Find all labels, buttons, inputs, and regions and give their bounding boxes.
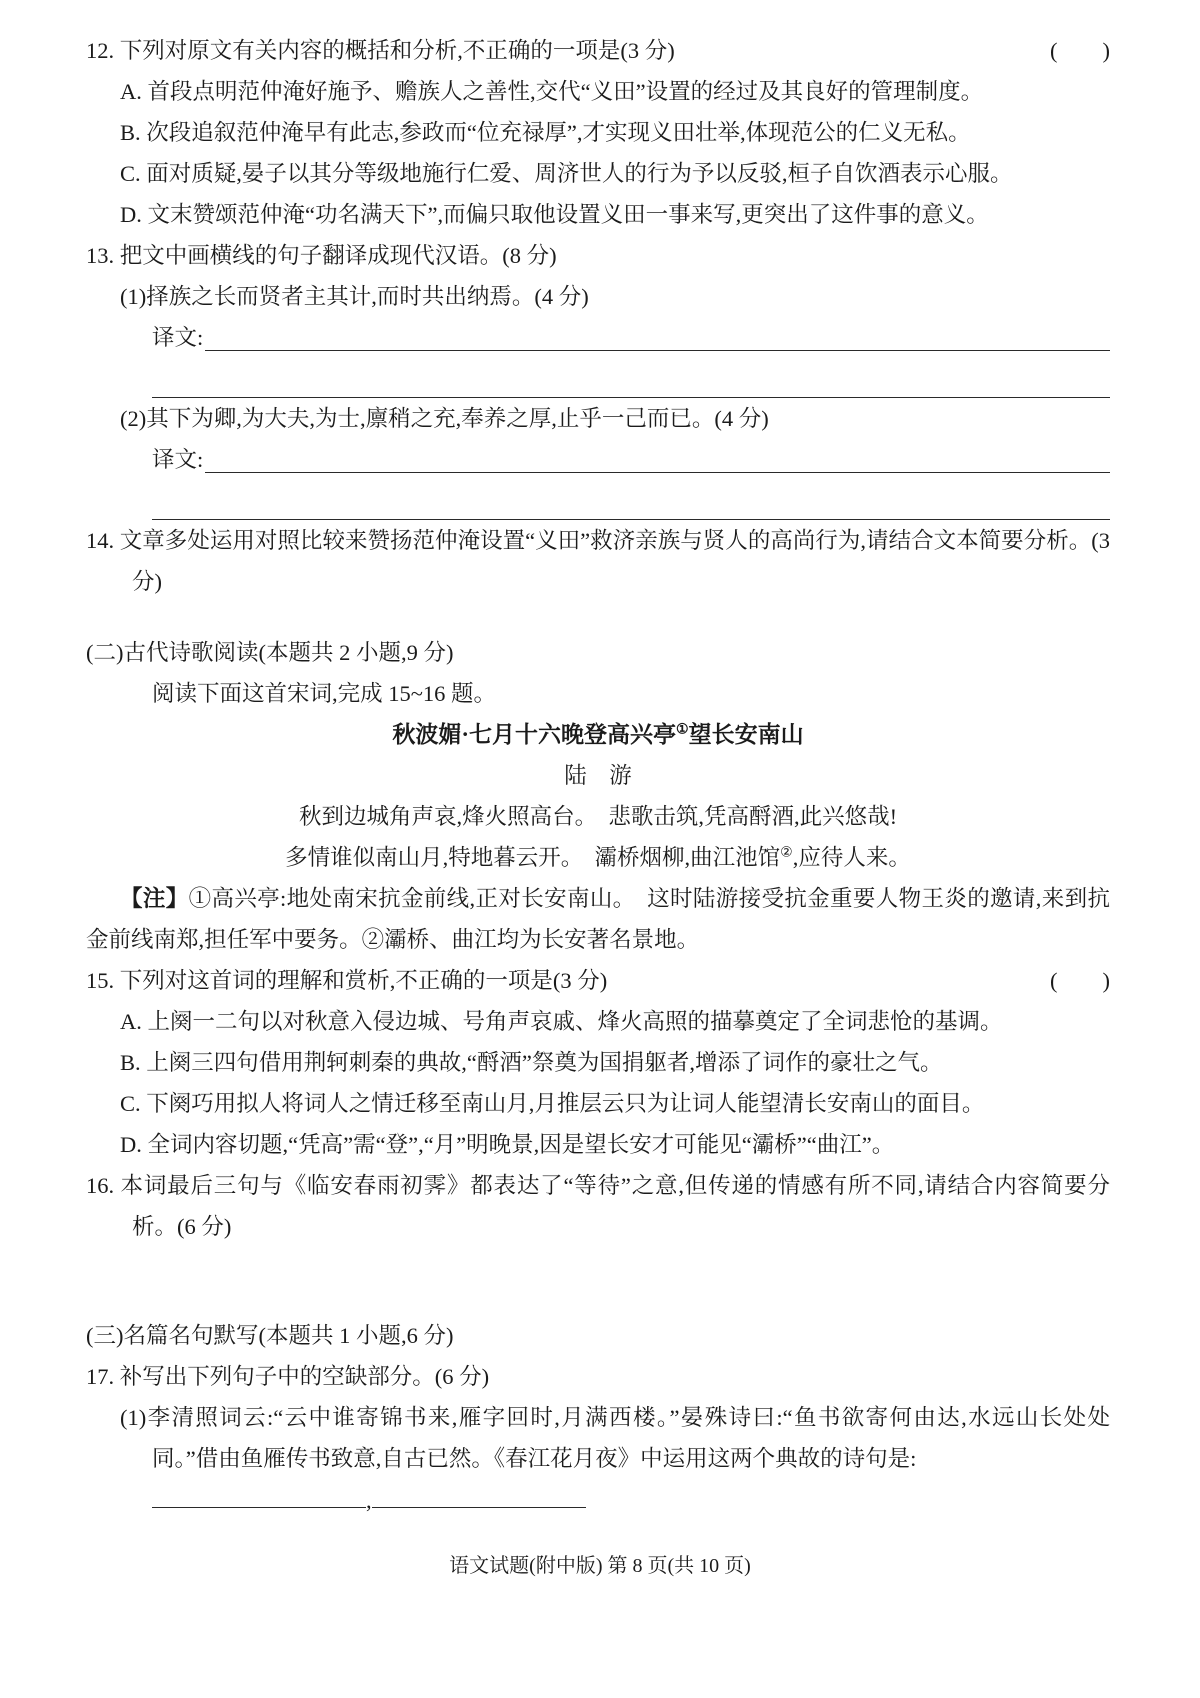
- question-12-options: [86, 71, 1110, 235]
- question-15-stem: 15. 下列对这首词的理解和赏析,不正确的一项是(3 分): [86, 968, 608, 993]
- answer-line: [152, 480, 1110, 520]
- question-15-option-d: D. 全词内容切题,“凭高”需“登”,“月”明晚景,因是望长安才可能见“灞桥”“曲江”。: [120, 1132, 895, 1157]
- translation-label: 译文:: [152, 325, 204, 350]
- section-spacer: [86, 1247, 1110, 1315]
- note-label: 【注】: [120, 886, 189, 911]
- question-15-option-a: A. 上阕一二句以对秋意入侵边城、号角声哀戚、烽火高照的描摹奠定了全词悲怆的基调。: [120, 1009, 1003, 1034]
- question-15-answer-bracket: ( ): [1050, 968, 1110, 993]
- note-body: ①高兴亭:地处南宋抗金前线,正对长安南山。 这时陆游接受抗金重要人物王炎的邀请,来到抗金前线南郑,担任军中要务。②灞桥、曲江均为长安著名景地。: [86, 886, 1110, 952]
- question-12-answer-bracket: ( ): [1050, 38, 1110, 63]
- question-17-blanks-row: [152, 1479, 1110, 1523]
- question-14-stem: 14. 文章多处运用对照比较来赞扬范仲淹设置“义田”救济亲族与贤人的高尚行为,请结合文本简要分析。(3 分): [86, 528, 1110, 594]
- poem-line-1: 秋到边城角声哀,烽火照高台。 悲歌击筑,凭高酹酒,此兴悠哉!: [298, 804, 898, 829]
- poem-title-main: 秋波媚·七月十六晚登高兴亭: [392, 722, 677, 747]
- question-15-options: [86, 1001, 1110, 1165]
- section-spacer: [86, 602, 1110, 632]
- poem-line-2-text: 多情谁似南山月,特地暮云开。 灞桥烟柳,曲江池馆: [285, 845, 781, 870]
- answer-line: [205, 317, 1110, 351]
- question-12-option-b: B. 次段追叙范仲淹早有此志,参政而“位充禄厚”,才实现义田壮举,体现范公的仁义无私。: [120, 120, 971, 145]
- poem-note: [86, 878, 1110, 960]
- question-12-option-c: C. 面对质疑,晏子以其分等级地施行仁爱、周济世人的行为予以反驳,桓子自饮酒表示心服。: [120, 161, 1013, 186]
- page-footer: 语文试题(附中版) 第 8 页(共 10 页): [449, 1555, 751, 1577]
- question-16-stem: 16. 本词最后三句与《临安春雨初霁》都表达了“等待”之意,但传递的情感有所不同,请结合内容简要分析。(6 分): [86, 1173, 1110, 1239]
- answer-blank: [152, 1482, 366, 1508]
- section-2-intro: 阅读下面这首宋词,完成 15~16 题。: [152, 681, 497, 706]
- question-13-part1-translation-row: [152, 317, 1110, 358]
- question-15-option-c: C. 下阕巧用拟人将词人之情迁移至南山月,月推层云只为让词人能望清长安南山的面目。: [120, 1091, 985, 1116]
- question-13-part2: (2)其下为卿,为大夫,为士,廪稍之充,奉养之厚,止乎一己而已。(4 分): [120, 406, 769, 431]
- section-3-heading: (三)名篇名句默写(本题共 1 小题,6 分): [86, 1323, 454, 1348]
- question-17-stem: 17. 补写出下列句子中的空缺部分。(6 分): [86, 1364, 490, 1389]
- translation-label: 译文:: [152, 447, 204, 472]
- poem-author: 陆 游: [564, 763, 632, 788]
- section-2-heading: (二)古代诗歌阅读(本题共 2 小题,9 分): [86, 640, 454, 665]
- answer-blank: [372, 1482, 586, 1508]
- question-12-stem: 12. 下列对原文有关内容的概括和分析,不正确的一项是(3 分): [86, 38, 675, 63]
- question-12-option-d: D. 文末赞颂范仲淹“功名满天下”,而偏只取他设置义田一事来写,更突出了这件事的意义。: [120, 202, 989, 227]
- question-13-part1: (1)择族之长而贤者主其计,而时共出纳焉。(4 分): [120, 284, 589, 309]
- question-15-stem-row: [86, 960, 1110, 1001]
- poem-title-rest: 望长安南山: [688, 722, 804, 747]
- poem-line-2: [86, 837, 1110, 878]
- poem-line-2-note-mark: ②: [780, 845, 793, 861]
- poem-title: [86, 714, 1110, 755]
- blank-separator: ,: [366, 1488, 372, 1513]
- question-12-stem-row: [86, 30, 1110, 71]
- question-12-option-a: A. 首段点明范仲淹好施予、赡族人之善性,交代“义田”设置的经过及其良好的管理制度。: [120, 79, 984, 104]
- question-13-stem: 13. 把文中画横线的句子翻译成现代汉语。(8 分): [86, 243, 557, 268]
- question-13-part2-translation-row: [152, 439, 1110, 480]
- poem-line-2-end: ,应待人来。: [792, 845, 911, 870]
- question-15-option-b: B. 上阕三四句借用荆轲刺秦的典故,“酹酒”祭奠为国捐躯者,增添了词作的豪壮之气。: [120, 1050, 943, 1075]
- answer-line: [205, 439, 1110, 473]
- question-17-item-1: (1)李清照词云:“云中谁寄锦书来,雁字回时,月满西楼。”晏殊诗曰:“鱼书欲寄何由达,水远山长处处同。”借由鱼雁传书致意,自古已然。《春江花月夜》中运用这两个典故的诗句是:: [120, 1405, 1110, 1471]
- answer-line: [152, 358, 1110, 398]
- poem-title-note-mark: ①: [676, 722, 689, 738]
